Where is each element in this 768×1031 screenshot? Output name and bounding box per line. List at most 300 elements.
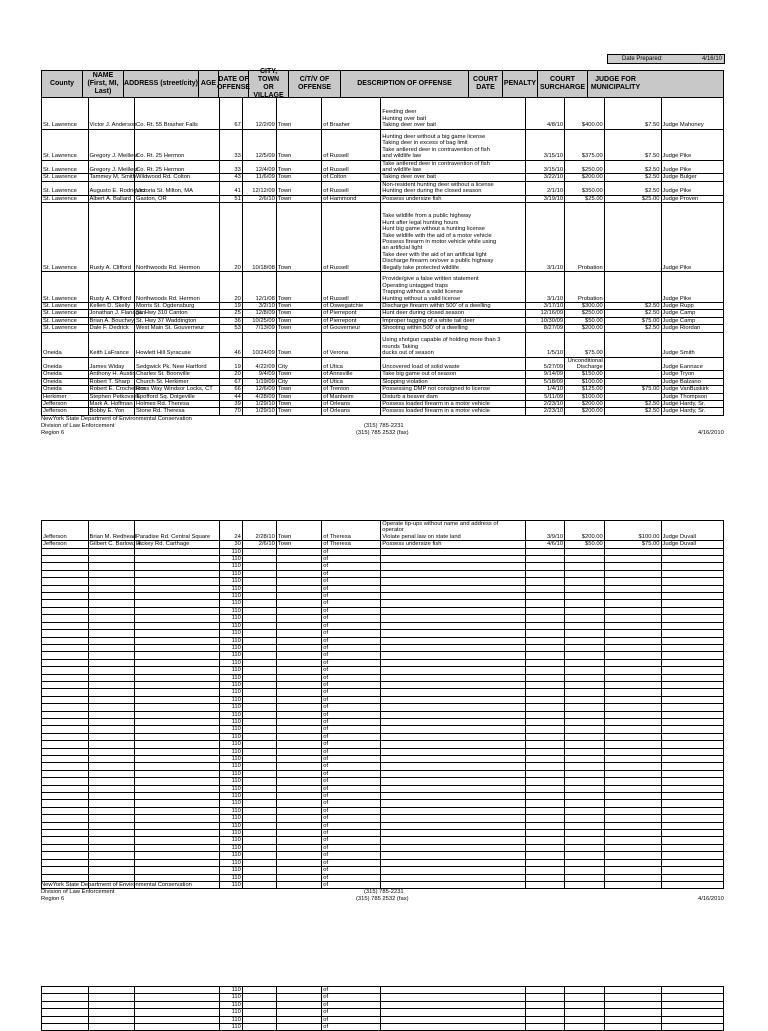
cell-court-date xyxy=(526,637,565,644)
cell-description: Using shotgun capable of holding more than 3 rounds Taking ducks out of season xyxy=(381,332,526,357)
cell-court-date: 8/27/09 xyxy=(526,325,565,332)
cell-offense-date: 12/1/08 xyxy=(242,271,276,302)
cell-penalty: $50.00 xyxy=(565,541,605,548)
cell-ctv-of-offense: of Theresa xyxy=(322,541,381,548)
cell-description xyxy=(381,770,526,777)
cell-court-surcharge xyxy=(604,371,661,378)
cell-name xyxy=(88,600,135,607)
cell-penalty: $375.00 xyxy=(565,129,605,160)
cell-court-date xyxy=(526,578,565,585)
cell-judge xyxy=(661,822,724,829)
cell-name xyxy=(88,711,135,718)
cell-ctv-of-offense: of xyxy=(322,578,381,585)
cell-penalty xyxy=(565,600,605,607)
table-row-blank xyxy=(42,852,724,859)
cell-address xyxy=(135,987,220,994)
cell-name xyxy=(88,726,135,733)
offense-table-page-2 xyxy=(41,520,724,889)
cell-city-town-village: City xyxy=(276,357,321,371)
cell-age: 110 xyxy=(220,987,243,994)
cell-court-surcharge xyxy=(604,667,661,674)
cell-city-town-village xyxy=(276,800,321,807)
cell-ctv-of-offense: of xyxy=(322,718,381,725)
cell-age: 110 xyxy=(220,778,243,785)
cell-judge: Judge Duvall xyxy=(661,541,724,548)
cell-ctv-of-offense: of Orleans xyxy=(322,408,381,415)
cell-court-surcharge xyxy=(604,393,661,400)
cell-address xyxy=(135,867,220,874)
cell-age: 110 xyxy=(220,815,243,822)
cell-penalty xyxy=(565,778,605,785)
cell-offense-date: 2/6/10 xyxy=(242,195,276,202)
table-row-blank xyxy=(42,800,724,807)
cell-ctv-of-offense: of xyxy=(322,1001,381,1008)
cell-city-town-village xyxy=(276,987,321,994)
cell-address xyxy=(135,704,220,711)
cell-ctv-of-offense: of xyxy=(322,822,381,829)
cell-court-date xyxy=(526,704,565,711)
cell-court-date xyxy=(526,733,565,740)
table-row-blank xyxy=(42,644,724,651)
cell-city-town-village xyxy=(276,681,321,688)
cell-penalty: $200.00 xyxy=(565,408,605,415)
cell-county xyxy=(42,874,89,881)
cell-penalty: $75.00 xyxy=(565,332,605,357)
cell-name xyxy=(88,852,135,859)
cell-age: 41 xyxy=(220,181,243,195)
cell-address xyxy=(135,718,220,725)
cell-county xyxy=(42,607,89,614)
cell-name: Stephen Petkovsek xyxy=(89,393,140,400)
cell-court-date xyxy=(526,741,565,748)
cell-county: St. Lawrence xyxy=(42,129,89,160)
cell-age: 20 xyxy=(220,371,243,378)
cell-address xyxy=(135,667,220,674)
cell-court-surcharge xyxy=(604,704,661,711)
cell-city-town-village: Town xyxy=(276,386,321,393)
cell-court-date xyxy=(526,756,565,763)
header-court-surcharge: COURT SURCHARGE xyxy=(538,71,588,97)
table-row-blank xyxy=(42,556,724,563)
cell-address: Co. Rt. 25 Hermon xyxy=(135,160,220,174)
cell-name xyxy=(88,822,135,829)
cell-court-date xyxy=(526,659,565,666)
cell-judge xyxy=(661,726,724,733)
table-row-blank xyxy=(42,994,724,1001)
table-row-blank xyxy=(42,578,724,585)
cell-offense-date xyxy=(242,867,276,874)
cell-ctv-of-offense: of xyxy=(322,644,381,651)
cell-offense-date xyxy=(242,815,276,822)
cell-age: 110 xyxy=(220,770,243,777)
cell-judge xyxy=(661,696,724,703)
cell-offense-date: 12/4/09 xyxy=(242,160,276,174)
cell-court-date xyxy=(526,748,565,755)
cell-offense-date xyxy=(242,881,276,888)
footer-date: 4/16/2010 xyxy=(698,430,724,436)
cell-city-town-village xyxy=(276,622,321,629)
cell-name xyxy=(88,667,135,674)
cell-description xyxy=(381,1009,526,1016)
cell-name xyxy=(88,807,135,814)
cell-address xyxy=(135,793,220,800)
cell-court-surcharge: $100.00 xyxy=(604,521,661,541)
table-row-blank xyxy=(42,763,724,770)
cell-court-date: 3/15/10 xyxy=(526,129,565,160)
cell-court-date: 2/1/10 xyxy=(526,181,565,195)
cell-judge xyxy=(661,600,724,607)
cell-penalty xyxy=(565,1001,605,1008)
cell-description: Discharge firearm within 500' of a dwelling xyxy=(381,302,526,309)
cell-court-surcharge xyxy=(604,1009,661,1016)
cell-penalty: $200.00 xyxy=(565,174,605,181)
cell-description xyxy=(381,785,526,792)
table-row-blank xyxy=(42,859,724,866)
cell-description xyxy=(381,726,526,733)
cell-ctv-of-offense: of xyxy=(322,659,381,666)
cell-penalty xyxy=(565,756,605,763)
cell-county: Jefferson xyxy=(42,401,89,408)
table-row-blank xyxy=(42,659,724,666)
cell-description xyxy=(381,859,526,866)
cell-county: Oneida xyxy=(42,371,89,378)
cell-judge: Judge Smith xyxy=(661,332,724,357)
cell-description: Take wildlife from a public highway Hunt after legal hunting hours Hunt big game without a hunting license Take wildlife with the aid of a motor vehicle Possess firearm in motor vehicle while using an artificial light Take deer with the aid of an artificial light Discharge firearm on/over a public highway Illegally take protected wildlife xyxy=(381,202,526,271)
cell-penalty xyxy=(565,1016,605,1023)
cell-court-date xyxy=(526,622,565,629)
cell-county: Oneida xyxy=(42,332,89,357)
cell-court-surcharge xyxy=(604,271,661,302)
cell-city-town-village xyxy=(276,859,321,866)
cell-address xyxy=(135,874,220,881)
cell-offense-date xyxy=(242,667,276,674)
cell-court-date: 10/30/09 xyxy=(526,317,565,324)
cell-name: Tammey M. Smith xyxy=(89,174,136,181)
cell-city-town-village xyxy=(276,741,321,748)
cell-county xyxy=(42,718,89,725)
cell-court-date xyxy=(526,667,565,674)
cell-city-town-village: Town xyxy=(276,325,321,332)
cell-city-town-village xyxy=(276,815,321,822)
table-row-blank xyxy=(42,770,724,777)
cell-ctv-of-offense: of xyxy=(322,1024,381,1031)
cell-county xyxy=(42,837,89,844)
cell-judge xyxy=(661,867,724,874)
cell-penalty xyxy=(565,763,605,770)
cell-court-date: 12/16/09 xyxy=(526,310,565,317)
cell-offense-date xyxy=(242,1009,276,1016)
cell-court-date xyxy=(526,644,565,651)
cell-court-date xyxy=(526,822,565,829)
cell-judge: Judge Pike xyxy=(661,181,724,195)
cell-address xyxy=(135,659,220,666)
cell-court-surcharge xyxy=(604,741,661,748)
cell-city-town-village: City xyxy=(276,378,321,385)
cell-description xyxy=(381,881,526,888)
cell-county xyxy=(42,859,89,866)
cell-judge xyxy=(661,881,724,888)
cell-offense-date xyxy=(242,674,276,681)
date-prepared-label: Date Prepared: xyxy=(622,56,663,62)
cell-description xyxy=(381,718,526,725)
cell-address xyxy=(135,763,220,770)
cell-court-date: 5/18/09 xyxy=(526,378,565,385)
cell-offense-date: 10/18/08 xyxy=(242,202,276,271)
cell-name xyxy=(88,830,135,837)
table-row-blank xyxy=(42,822,724,829)
table-row xyxy=(42,371,724,378)
cell-court-date: 3/19/10 xyxy=(526,195,565,202)
cell-age: 110 xyxy=(220,630,243,637)
cell-name: Gregory J. Meilleur xyxy=(88,160,135,174)
footer-region: Region 6 xyxy=(41,430,65,436)
cell-court-surcharge: $25.00 xyxy=(604,195,661,202)
cell-offense-date xyxy=(242,1016,276,1023)
cell-address xyxy=(135,994,220,1001)
cell-judge xyxy=(661,741,724,748)
cell-county xyxy=(42,652,89,659)
cell-name xyxy=(88,815,135,822)
cell-ctv-of-offense: of Oswegatchie xyxy=(322,302,381,309)
cell-description xyxy=(381,1024,526,1031)
cell-ctv-of-offense: of xyxy=(322,556,381,563)
cell-address: Charles St. Boonville xyxy=(135,371,220,378)
cell-ctv-of-offense: of xyxy=(322,994,381,1001)
table-row-blank xyxy=(42,733,724,740)
cell-ctv-of-offense: of xyxy=(322,607,381,614)
cell-offense-date xyxy=(242,756,276,763)
cell-court-surcharge xyxy=(604,378,661,385)
cell-county xyxy=(42,578,89,585)
cell-city-town-village xyxy=(276,830,321,837)
cell-penalty xyxy=(565,987,605,994)
cell-court-surcharge xyxy=(604,881,661,888)
table-row-blank xyxy=(42,622,724,629)
cell-city-town-village: Town xyxy=(276,401,321,408)
cell-court-date xyxy=(526,607,565,614)
cell-offense-date xyxy=(242,659,276,666)
cell-ctv-of-offense: of Theresa xyxy=(322,521,381,541)
cell-court-date xyxy=(526,556,565,563)
cell-description xyxy=(381,1016,526,1023)
cell-county: Oneida xyxy=(42,386,89,393)
cell-name: Victor J. Anderson xyxy=(88,98,135,129)
cell-offense-date xyxy=(242,1001,276,1008)
cell-age: 110 xyxy=(220,615,243,622)
cell-court-surcharge xyxy=(604,800,661,807)
cell-address xyxy=(135,756,220,763)
cell-address xyxy=(135,630,220,637)
cell-penalty xyxy=(565,563,605,570)
cell-description xyxy=(381,563,526,570)
cell-county xyxy=(42,785,89,792)
cell-penalty: $300.00 xyxy=(565,302,605,309)
cell-court-surcharge xyxy=(604,681,661,688)
cell-court-date: 4/6/10 xyxy=(526,541,565,548)
cell-judge xyxy=(661,689,724,696)
cell-court-surcharge xyxy=(604,607,661,614)
cell-address xyxy=(135,556,220,563)
cell-county: Jefferson xyxy=(42,541,89,548)
cell-name: Kellen D. Skelly xyxy=(88,302,135,309)
cell-name xyxy=(88,630,135,637)
cell-ctv-of-offense: of Russell xyxy=(322,129,381,160)
cell-city-town-village xyxy=(276,607,321,614)
cell-county xyxy=(42,622,89,629)
cell-offense-date: 4/22/09 xyxy=(242,357,276,371)
cell-name: Keith LaFrance xyxy=(88,332,135,357)
cell-court-date xyxy=(526,718,565,725)
cell-description: Shooting within 500' of a dwelling xyxy=(381,325,526,332)
cell-age: 110 xyxy=(220,1016,243,1023)
cell-age: 110 xyxy=(220,726,243,733)
table-row-blank xyxy=(42,748,724,755)
cell-city-town-village xyxy=(276,578,321,585)
cell-description: Possess undersize fish xyxy=(381,195,526,202)
cell-court-date xyxy=(526,881,565,888)
cell-court-surcharge xyxy=(604,644,661,651)
cell-city-town-village: Town xyxy=(276,129,321,160)
cell-address xyxy=(135,637,220,644)
cell-description: Hunting deer without a big game license Taking deer in excess of bag limit Take antlered deer in contravention of fish and wildlife law xyxy=(381,129,526,160)
cell-court-date xyxy=(526,585,565,592)
table-header xyxy=(41,70,724,98)
cell-city-town-village: Town xyxy=(276,98,321,129)
cell-address xyxy=(135,681,220,688)
cell-city-town-village xyxy=(276,667,321,674)
cell-description xyxy=(381,807,526,814)
cell-name xyxy=(88,644,135,651)
cell-ctv-of-offense: of xyxy=(322,622,381,629)
cell-ctv-of-offense: of xyxy=(322,1016,381,1023)
cell-address xyxy=(135,807,220,814)
table-row-blank xyxy=(42,778,724,785)
cell-address xyxy=(135,548,220,555)
cell-ctv-of-offense: of Trenton xyxy=(322,386,381,393)
cell-address xyxy=(135,852,220,859)
cell-city-town-village: Town xyxy=(276,195,321,202)
cell-county xyxy=(42,630,89,637)
cell-ctv-of-offense: of Russell xyxy=(322,271,381,302)
cell-name xyxy=(88,994,135,1001)
cell-address: Co. Rt. 55 Brasher Falls xyxy=(135,98,220,129)
cell-city-town-village: Town xyxy=(276,181,321,195)
cell-judge xyxy=(661,763,724,770)
cell-age: 110 xyxy=(220,704,243,711)
cell-judge xyxy=(661,1024,724,1031)
cell-age: 110 xyxy=(220,748,243,755)
cell-address xyxy=(135,711,220,718)
cell-judge xyxy=(661,563,724,570)
cell-penalty xyxy=(565,622,605,629)
cell-address xyxy=(135,696,220,703)
cell-offense-date: 11/6/09 xyxy=(242,174,276,181)
cell-penalty xyxy=(565,852,605,859)
cell-address: Ross Way Windsor Locks, CT xyxy=(135,386,220,393)
cell-penalty xyxy=(565,807,605,814)
cell-age: 110 xyxy=(220,667,243,674)
cell-offense-date: 1/29/10 xyxy=(242,401,276,408)
cell-penalty: Probation xyxy=(565,202,605,271)
cell-offense-date xyxy=(242,593,276,600)
cell-offense-date: 12/2/09 xyxy=(242,98,276,129)
cell-age: 110 xyxy=(220,800,243,807)
cell-offense-date xyxy=(242,556,276,563)
cell-court-date xyxy=(526,711,565,718)
cell-court-surcharge xyxy=(604,770,661,777)
cell-county: St. Lawrence xyxy=(42,160,89,174)
cell-description xyxy=(381,600,526,607)
cell-address xyxy=(135,859,220,866)
cell-offense-date xyxy=(242,830,276,837)
cell-ctv-of-offense: of Annsville xyxy=(322,371,381,378)
cell-city-town-village: Town xyxy=(276,541,321,548)
cell-court-surcharge xyxy=(604,807,661,814)
cell-address: Hickey Rd. Carthage xyxy=(135,541,220,548)
cell-name xyxy=(88,681,135,688)
cell-offense-date xyxy=(242,778,276,785)
cell-judge xyxy=(661,615,724,622)
cell-address xyxy=(135,607,220,614)
cell-address xyxy=(135,1001,220,1008)
cell-ctv-of-offense: of Manheim xyxy=(322,393,381,400)
header-judge: JUDGE FOR MUNICIPALITY xyxy=(590,76,641,91)
cell-city-town-village xyxy=(276,756,321,763)
cell-judge xyxy=(661,756,724,763)
cell-judge: Judge Riordan xyxy=(661,325,724,332)
header-penalty: PENALTY xyxy=(503,71,538,97)
cell-address xyxy=(135,652,220,659)
cell-address xyxy=(135,741,220,748)
cell-description xyxy=(381,1001,526,1008)
cell-court-surcharge xyxy=(604,637,661,644)
cell-age: 110 xyxy=(220,578,243,585)
cell-ctv-of-offense: of Pierrepont xyxy=(322,317,381,324)
cell-county xyxy=(42,570,89,577)
cell-description: Possessing DMP not consigned to license xyxy=(381,386,526,393)
cell-court-surcharge xyxy=(604,1024,661,1031)
cell-age: 110 xyxy=(220,622,243,629)
cell-county: St. Lawrence xyxy=(42,98,89,129)
cell-ctv-of-offense: of xyxy=(322,793,381,800)
cell-city-town-village: Town xyxy=(276,332,321,357)
cell-city-town-village xyxy=(276,718,321,725)
cell-address xyxy=(135,778,220,785)
cell-address: Gaston, OR xyxy=(135,195,220,202)
cell-age: 20 xyxy=(220,202,243,271)
cell-city-town-village xyxy=(276,585,321,592)
cell-city-town-village: Town xyxy=(276,302,321,309)
cell-penalty xyxy=(565,637,605,644)
cell-address xyxy=(135,800,220,807)
cell-age: 110 xyxy=(220,807,243,814)
cell-penalty: Probation xyxy=(565,271,605,302)
cell-penalty xyxy=(565,793,605,800)
cell-offense-date: 10/25/09 xyxy=(242,317,276,324)
cell-city-town-village xyxy=(276,837,321,844)
table-row xyxy=(42,541,724,548)
cell-court-date: 5/11/09 xyxy=(526,393,565,400)
cell-judge xyxy=(661,548,724,555)
cell-county xyxy=(42,689,89,696)
table-row-blank xyxy=(42,1009,724,1016)
cell-judge xyxy=(661,659,724,666)
cell-court-surcharge xyxy=(604,689,661,696)
cell-penalty xyxy=(565,844,605,851)
cell-description xyxy=(381,637,526,644)
cell-penalty: Unconditional Discharge xyxy=(565,357,605,371)
cell-description xyxy=(381,689,526,696)
